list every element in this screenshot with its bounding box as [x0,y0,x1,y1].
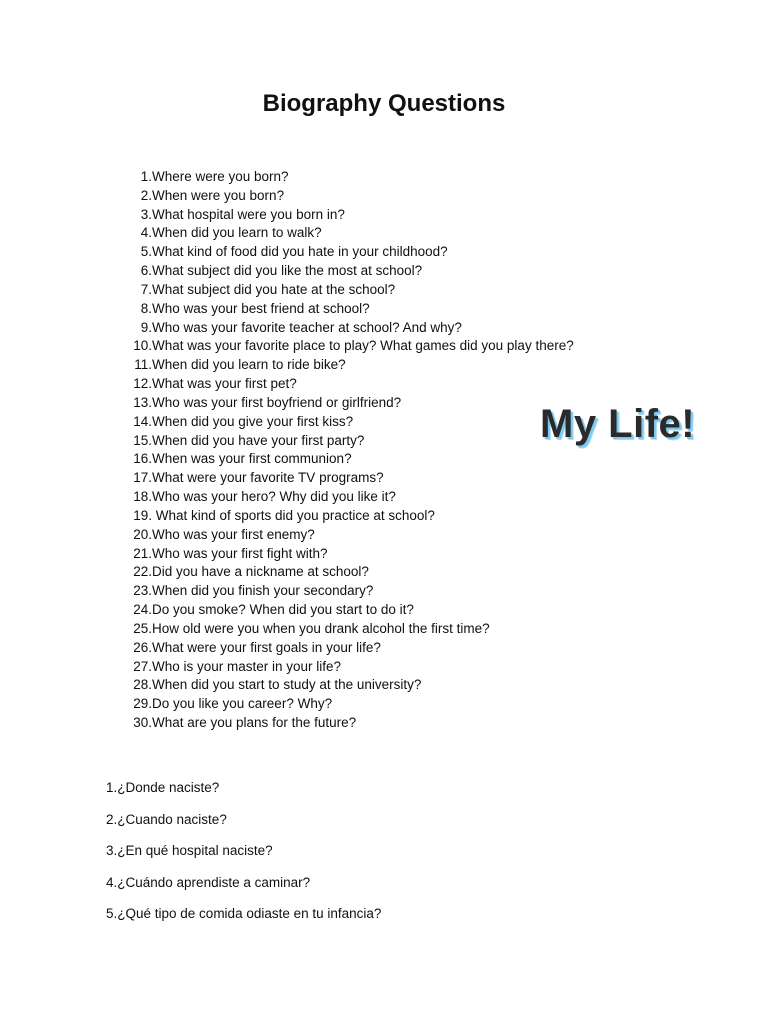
question-text: Who was your hero? Why did you like it? [152,489,396,505]
question-number: 4. [140,225,152,241]
question-text: When did you finish your secondary? [152,583,374,599]
question-text: What kind of food did you hate in your childhood? [152,244,448,260]
list-item [110,432,574,451]
question-number: 2. [140,187,152,203]
question-text: What hospital were you born in? [152,206,345,222]
question-number: 8. [140,300,152,316]
list-item [110,375,574,394]
question-number: 12. [133,376,152,392]
question-number: 25. [133,620,152,636]
question-number: 29. [133,696,152,712]
list-item [110,319,574,338]
list-item [110,168,574,187]
question-number: 11. [134,357,152,373]
question-number: 7. [140,281,152,297]
question-text: What was your first pet? [152,376,297,392]
question-number: 27. [133,658,152,674]
question-text: What subject did you like the most at school? [152,263,423,279]
question-text: Who was your first enemy? [152,526,315,542]
list-item [110,620,574,639]
list-item [110,281,574,300]
question-text: When did you start to study at the university? [152,677,422,693]
question-text: What were your favorite TV programs? [152,470,384,486]
question-text: Who was your first boyfriend or girlfriend? [152,394,402,410]
list-item [110,300,574,319]
question-text: When did you learn to walk? [152,225,322,241]
list-item [110,450,574,469]
list-item [110,488,574,507]
list-item [110,601,574,620]
question-number: 28. [133,677,152,693]
list-item [110,394,574,413]
list-item: 2.¿Cuando naciste? [106,811,227,827]
question-number: 18. [133,489,152,505]
question-list [110,168,574,733]
list-item [110,545,574,564]
question-number: 19. [133,507,152,523]
question-text: What subject did you hate at the school? [152,281,396,297]
spanish-question-list [106,778,381,936]
question-text: What was your favorite place to play? What games did you play there? [152,338,574,354]
my-life-stamp: My Life! [540,402,696,446]
list-item: 5.¿Qué tipo de comida odiaste en tu infancia? [106,906,382,921]
question-text: Who is your master in your life? [152,658,342,674]
question-number: 30. [133,715,152,731]
question-text: When did you have your first party? [152,432,365,448]
question-number: 10. [133,338,152,354]
list-item [110,695,574,714]
question-text: What were your first goals in your life? [152,639,381,655]
question-text: When did you give your first kiss? [152,413,354,429]
list-item [110,658,574,677]
list-item [110,187,574,206]
list-item [110,639,574,658]
question-number: 17. [133,470,152,486]
list-item [110,206,574,225]
question-text: What kind of sports did you practice at school? [152,507,435,523]
question-text: Do you like you career? Why? [152,696,333,712]
question-number: 15. [133,432,152,448]
question-number: 1. [140,169,152,184]
question-text: When did you learn to ride bike? [152,357,346,373]
question-number: 22. [133,564,152,580]
list-item [110,356,574,375]
question-number: 14. [133,413,152,429]
list-item [110,337,574,356]
list-item [110,676,574,695]
question-text: Did you have a nickname at school? [152,564,369,580]
question-number: 26. [133,639,152,655]
question-text: How old were you when you drank alcohol the first time? [152,620,490,636]
question-text: Who was your favorite teacher at school? And why? [152,319,462,335]
question-number: 20. [133,526,152,542]
list-item [110,507,574,526]
question-text: Where were you born? [152,169,289,184]
list-item: 1.¿Donde naciste? [106,780,220,795]
list-item [110,224,574,243]
question-text: What are you plans for the future? [152,715,357,731]
question-text: Who was your first fight with? [152,545,328,561]
question-number: 6. [140,263,152,279]
question-number: 16. [133,451,152,467]
question-number: 24. [133,602,152,618]
list-item [110,714,574,733]
question-text: Who was your best friend at school? [152,300,370,316]
list-item: 3.¿En qué hospital naciste? [106,843,273,858]
question-number: 3. [140,206,152,222]
list-item [110,243,574,262]
list-item [110,469,574,488]
question-number: 13. [133,394,152,410]
page-title: Biography Questions [262,90,506,117]
question-number: 21. [133,545,152,561]
list-item [110,262,574,281]
list-item: 4.¿Cuándo aprendiste a caminar? [106,874,311,890]
question-number: 9. [140,319,152,335]
list-item [110,582,574,601]
list-item [110,526,574,545]
question-number: 5. [140,244,152,260]
question-text: When was your first communion? [152,451,352,467]
list-item [110,563,574,582]
question-number: 23. [133,583,152,599]
question-text: Do you smoke? When did you start to do it? [152,602,414,618]
list-item [110,413,574,432]
question-text: When were you born? [152,187,285,203]
